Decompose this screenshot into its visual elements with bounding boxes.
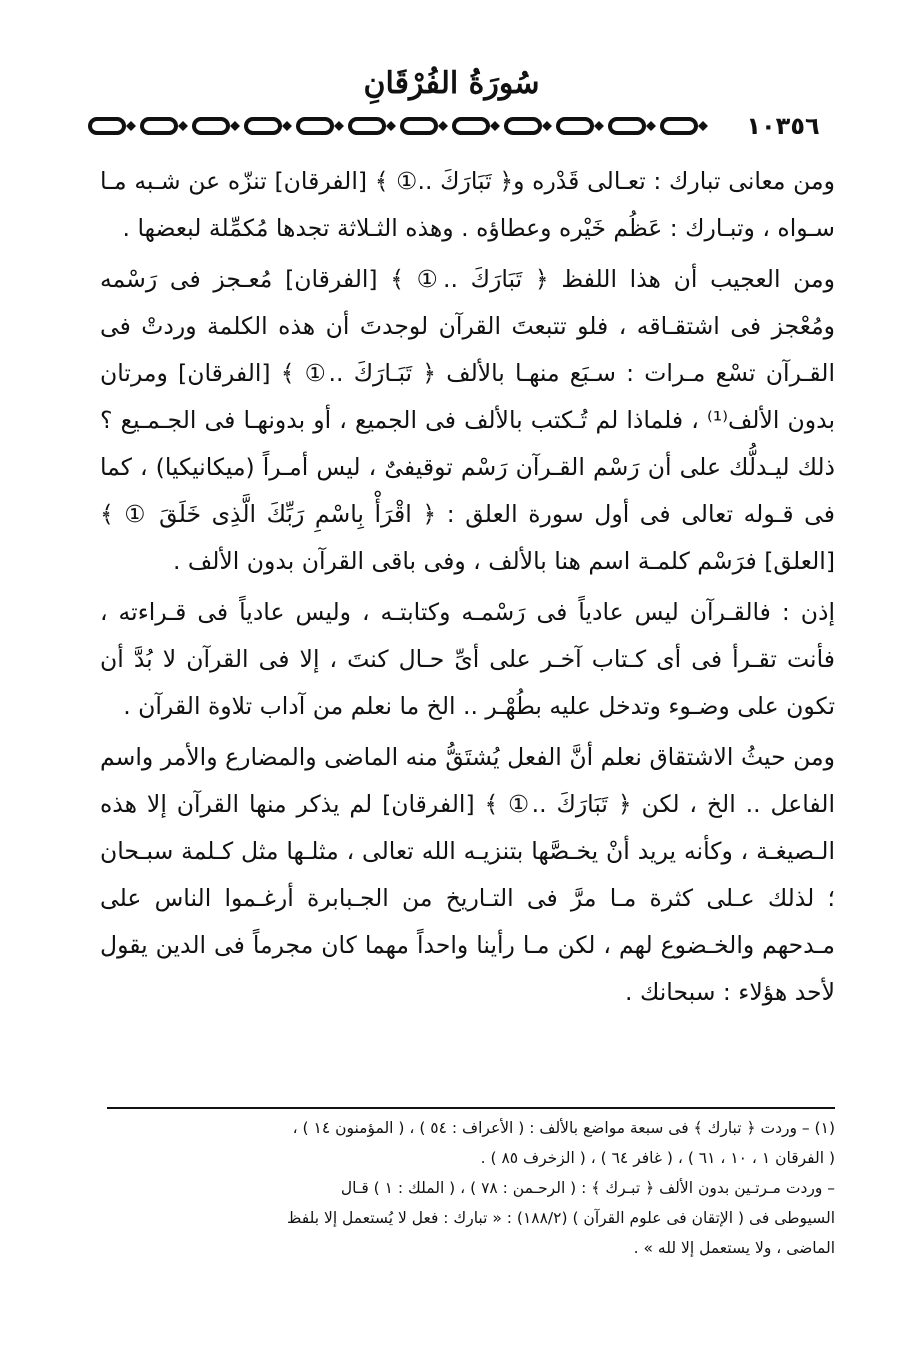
footnote-line: (١) – وردت ﴿ تبارك ﴾ فى سبعة مواضع بالألف : ( الأعراف : ٥٤ ) ، ( المؤمنون ١٤ ) ، (292, 1119, 835, 1137)
chain-link (402, 119, 436, 133)
chain-diamond (490, 121, 500, 131)
chain-diamond (334, 121, 344, 131)
chain-link (506, 119, 540, 133)
chain-diamond (594, 121, 604, 131)
ornamental-border-icon (88, 113, 788, 139)
paragraph: ومن معانى تبارك : تعـالى قَدْره و﴿ تَبَارَكَ ..① ﴾ [الفرقان] تنزّه عن شـبه مـا سـواه ، وتبـارك : عَظُم خَيْره وعطاؤه . وهذه الثـلاثة تجدها مُكمِّلة لبعضها . (100, 167, 835, 242)
chain-link (454, 119, 488, 133)
chain-link (662, 119, 696, 133)
chain-diamond (386, 121, 396, 131)
chain-link (350, 119, 384, 133)
chain-diamond (178, 121, 188, 131)
footnote-line: السيوطى فى ( الإتقان فى علوم القرآن ) (١٨٨/٢) : « تبارك : فعل لا يُستعمل إلا بلفظ (287, 1209, 835, 1227)
chain-link (90, 119, 124, 133)
chain-diamond (698, 121, 708, 131)
main-text (100, 158, 835, 1020)
chain-link (558, 119, 592, 133)
chain-link (610, 119, 644, 133)
footnote-line: الماضى ، ولا يستعمل إلا لله » . (633, 1239, 835, 1257)
chain-link (142, 119, 176, 133)
chain-link (194, 119, 228, 133)
chain-link (246, 119, 280, 133)
chain-diamond (230, 121, 240, 131)
footnote-divider (107, 1107, 835, 1109)
footnote-line: – وردت مـرتـين بدون الألف ﴿ تبـرك ﴾ : ( الرحـمن : ٧٨ ) ، ( الملك : ١ ) قـال (340, 1179, 835, 1197)
chain-link (298, 119, 332, 133)
chain-diamond (126, 121, 136, 131)
chain-diamond (542, 121, 552, 131)
paragraph: إذن : فالقـرآن ليس عادياً فى رَسْمـه وكتابتـه ، وليس عادياً فى قـراءته ، فأنت تقـرأ فى أى كـتاب آخـر على أىِّ حـال كنتَ ، إلا فى القرآن لا بُدَّ أن تكون على وضـوء وتدخل عليه بطُهْـر .. الخ ما نعلم من آداب تلاوة القرآن . (100, 598, 835, 720)
footnote-line: ( الفرقان ١ ، ١٠ ، ٦١ ) ، ( غافر ٦٤ ) ، ( الزخرف ٨٥ ) . (480, 1149, 835, 1167)
surah-title: سُورَةُ الفُرْقَانِ (363, 66, 540, 101)
chain-diamond (282, 121, 292, 131)
paragraph: ومن العجيب أن هذا اللفظ ﴿ تَبَارَكَ ..① ﴾ [الفرقان] مُعـجز فى رَسْمه ومُعْجز فى اشتقـاقه ، فلو تتبعتَ القرآن لوجدتَ أن هذه الكلمة وردتْ فى القـرآن تسْع مـرات : سـبَع منهـا بالألف ﴿ تَبَـارَكَ ..① ﴾ [الفرقان] ومرتان بدون الألف⁽¹⁾ ، فلماذا لم تُـكتب بالألف فى الجميع ، أو بدونهـا فى الجـمـيع ؟ ذلك ليـدلُّك على أن رَسْم القـرآن رَسْم توقيفىٌ ، ليس أمـراً (ميكانيكيا) ، كما فى قـوله تعالى فى أول سورة العلق : ﴿ اقْرَأْ بِاسْمِ رَبِّكَ الَّذِى خَلَقَ ① ﴾ [العلق] فرَسْم كلمـة اسم هنا بالألف ، وفى باقى القرآن بدون الألف . (100, 265, 835, 575)
chain-diamond (438, 121, 448, 131)
paragraph: ومن حيثُ الاشتقاق نعلم أنَّ الفعل يُشتَقُّ منه الماضى والمضارع والأمر واسم الفاعل .. الخ ، لكن ﴿ تَبَارَكَ ..① ﴾ [الفرقان] لم يذكر منها القرآن إلا هذه الـصيغـة ، وكأنه يريد أنْ يخـصَّها بتنزيـه الله تعالى ، مثلـها مثل كـلمة سبـحان ؛ لذلك عـلى كثرة مـا مرَّ فى التـاريخ من الجـبابرة أرغـموا الناس على مـدحهم والخـضوع لهم ، لكن مـا رأينا واحداً مهما كان مجرماً فى الدين يقول لأحد هؤلاء : سبحانك . (100, 743, 835, 1006)
page-number: ١٠٣٥٦ (746, 112, 820, 140)
footnotes (100, 1113, 835, 1263)
chain-diamond (646, 121, 656, 131)
